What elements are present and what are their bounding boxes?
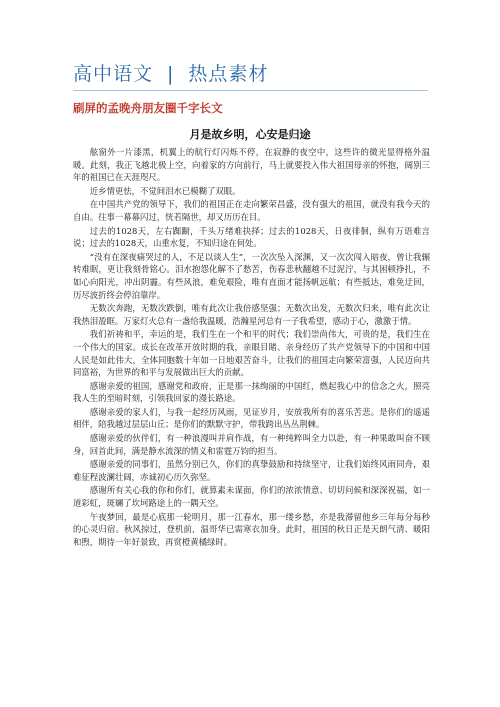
paragraph: 午夜梦回，最是心底那一轮明月，那一江春水，那一缕乡愁，亦是我滞留他乡三年每分每秒的心灵归宿。秋风掠过，登机前，温哥华已需寒衣加身。此时，祖国的秋日正是天朗气清、暖阳和煦，期待一年好景致，再赏橙黄橘绿时。 <box>73 511 430 547</box>
paragraph: 感谢亲爱的家人们，与我一起经历风雨，见证岁月，安放我所有的喜乐苦悲。是你们的遥遥相伴，陪我越过层层山丘；是你们的默默守护，带我跨出丛丛荆棘。 <box>73 406 430 430</box>
header-section-label: 高中语文 <box>73 63 154 85</box>
article-body <box>73 146 430 549</box>
paragraph: 感谢所有关心我的你和你们，就算素未谋面，你们的浓浓情意、切切问候和深深祝福，如一道彩虹，斑斓了坎坷路途上的一隅天空。 <box>73 485 430 509</box>
paragraph: 舷窗外一片漆黑，机翼上的航行灯闪烁不停，在寂静的夜空中，这些许的微光显得格外温暖。此刻，我正飞越北极上空，向着家的方向前行，马上就要投入伟大祖国母亲的怀抱，阔别三年的祖国已在天涯咫尺。 <box>73 147 430 183</box>
paragraph: 近乡情更怯，不觉间泪水已模糊了双眼。 <box>89 185 241 196</box>
document-subtitle: 刷屏的孟晚舟朋友圈千字长文 <box>73 101 223 115</box>
paragraph: 过去的1028天，左右踟蹰，千头万绪难抉择；过去的1028天，日夜徘徊，纵有万语难言说；过去的1028天，山重水复，不知归途在何处。 <box>73 225 430 249</box>
paragraph: 在中国共产党的领导下，我们的祖国正在走向繁荣昌盛，没有强大的祖国，就没有我今天的自由。往事一幕幕闪过，恍若隔世，却又历历在目。 <box>73 199 430 222</box>
article-title: 月是故乡明，心安是归途 <box>189 128 311 141</box>
paragraph: 感谢亲爱的祖国，感谢党和政府，正是那一抹绚丽的中国红，燃起我心中的信念之火，照亮我人生的至暗时刻，引领我回家的漫长路途。 <box>73 380 430 404</box>
paragraph: 感谢亲爱的同事们，虽然分别已久，你们的真挚鼓励和持续坚守，让我们始终风雨同舟，艰难征程波澜壮阔，赤诚初心历久弥坚。 <box>73 459 430 482</box>
header-separator: | <box>167 63 175 85</box>
paragraph: 无数次奔跑，无数次跌倒，唯有此次让我倍感坚强；无数次出发，无数次归来，唯有此次让我热泪盈眶。万家灯火总有一盏给我温暖，浩瀚星河总有一子我希望，感动于心，激激于情。 <box>73 303 430 326</box>
paragraph: “没有在深夜痛哭过的人，不足以谈人生”，一次次坠入深渊，又一次次闯入暗夜，曾让我辗转难眠，更让我刻骨铭心。泪水抱怨化解不了愁苦，伤春悲秋翻越不过泥泞，与其困顿挣扎，不如心向阳光，冲出阴霾。有些风浪，难免艰险，唯有直面才能扬帆远航；有些抵达，难免迂回，历尽波折终会停泊靠岸。 <box>73 251 430 300</box>
paragraph: 感谢亲爱的伙伴们，有一种浪漫叫并肩作战，有一种纯粹叫全力以赴，有一种果敢叫奋不顾身，回首此间，满是静水流深的情义和雷霆万钧的担当。 <box>73 433 430 456</box>
page-header <box>73 62 433 90</box>
header-topic-label: 热点素材 <box>188 63 269 85</box>
header-divider <box>73 90 428 91</box>
paragraph: 我们祈祷和平，幸运的是，我们生在一个和平的时代；我们崇尚伟大，可贵的是，我们生在一个伟大的国家。成长在改革开放时期的我，亲眼目睹、亲身经历了共产党领导下的中国和中国人民是如此伟大，全体同胞数十年如一日地艰苦奋斗，让我们的祖国走向繁荣富强，人民迈向共同富裕，为世界的和平与发展做出巨大的贡献。 <box>73 329 430 378</box>
